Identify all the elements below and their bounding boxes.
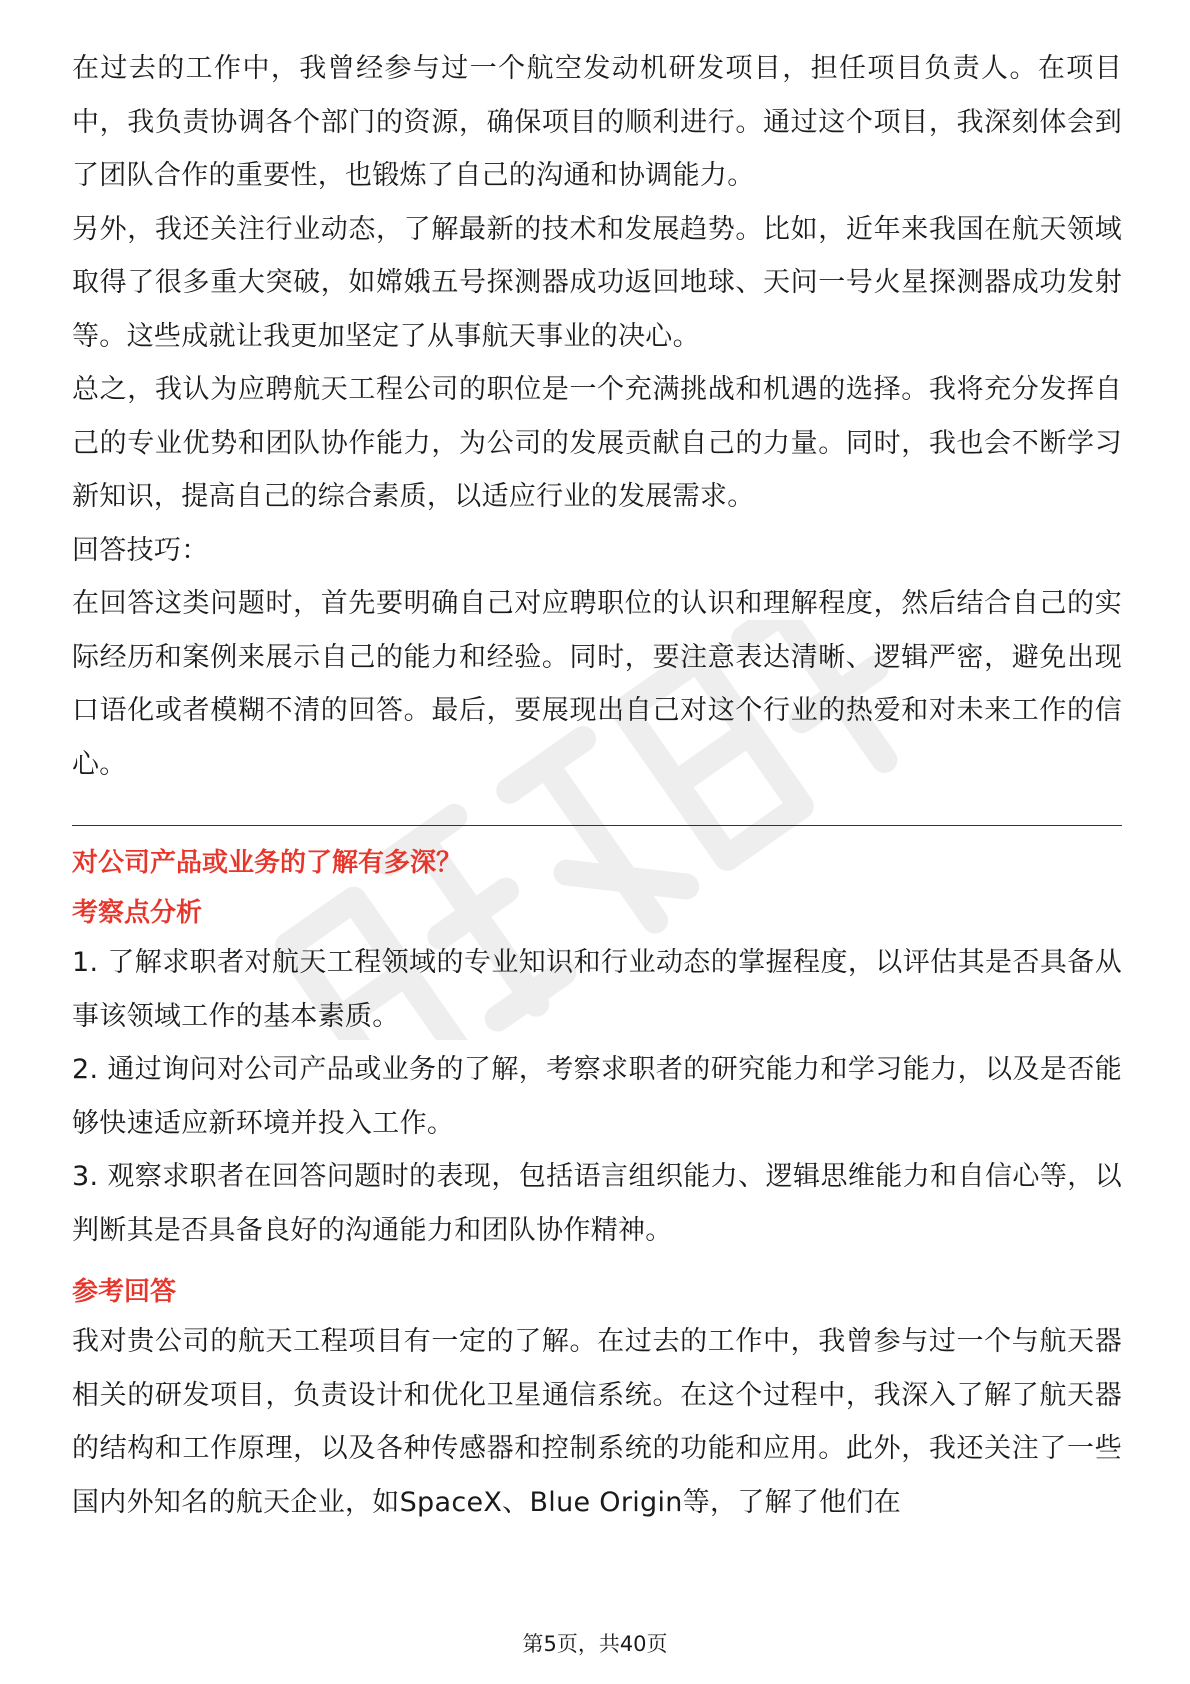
answer-paragraph: 我对贵公司的航天工程项目有一定的了解。在过去的工作中，我曾参与过一个与航天器相关的研发项目，负责设计和优化卫星通信系统。在这个过程中，我深入了解了航天器的结构和工作原理，以及各种传感器和控制系统的功能和应用。此外，我还关注了一些国内外知名的航天企业，如SpaceX、Blue Origin等，了解了他们在 [72, 1326, 1122, 1518]
page-number: 第5页，共40页 [522, 1632, 668, 1656]
analysis-item-3: 3. 观察求职者在回答问题时的表现，包括语言组织能力、逻辑思维能力和自信心等，以判断其是否具备良好的沟通能力和团队协作精神。 [72, 1161, 1122, 1246]
question-title: 对公司产品或业务的了解有多深？ [72, 848, 463, 878]
intro-paragraph-3: 总之，我认为应聘航天工程公司的职位是一个充满挑战和机遇的选择。我将充分发挥自己的专业优势和团队协作能力，为公司的发展贡献自己的力量。同时，我也会不断学习新知识，提高自己的综合素质，以适应行业的发展需求。 [72, 374, 1122, 512]
intro-paragraph-2: 另外，我还关注行业动态，了解最新的技术和发展趋势。比如，近年来我国在航天领域取得了很多重大突破，如嫦娥五号探测器成功返回地球、天问一号火星探测器成功发射等。这些成就让我更加坚定了从事航天事业的决心。 [72, 213, 1122, 352]
analysis-item-1: 1. 了解求职者对航天工程领域的专业知识和行业动态的掌握程度，以评估其是否具备从事该领域工作的基本素质。 [72, 947, 1122, 1032]
tips-label: 回答技巧： [72, 534, 209, 566]
tips-paragraph: 在回答这类问题时，首先要明确自己对应聘职位的认识和理解程度，然后结合自己的实际经历和案例来展示自己的能力和经验。同时，要注意表达清晰、逻辑严密，避免出现口语化或者模糊不清的回答。最后，要展现出自己对这个行业的热爱和对未来工作的信心。 [72, 588, 1122, 780]
analysis-heading: 考察点分析 [72, 898, 203, 928]
page-content [72, 42, 1122, 1529]
analysis-item-2: 2. 通过询问对公司产品或业务的了解，考察求职者的研究能力和学习能力，以及是否能够快速适应新环境并投入工作。 [72, 1054, 1122, 1139]
intro-paragraph-1: 在过去的工作中，我曾经参与过一个航空发动机研发项目，担任项目负责人。在项目中，我负责协调各个部门的资源，确保项目的顺利进行。通过这个项目，我深刻体会到了团队合作的重要性，也锻炼了自己的沟通和协调能力。 [72, 53, 1122, 191]
section-divider [72, 825, 1122, 826]
spacer [72, 1257, 1122, 1265]
answer-heading: 参考回答 [72, 1277, 177, 1307]
